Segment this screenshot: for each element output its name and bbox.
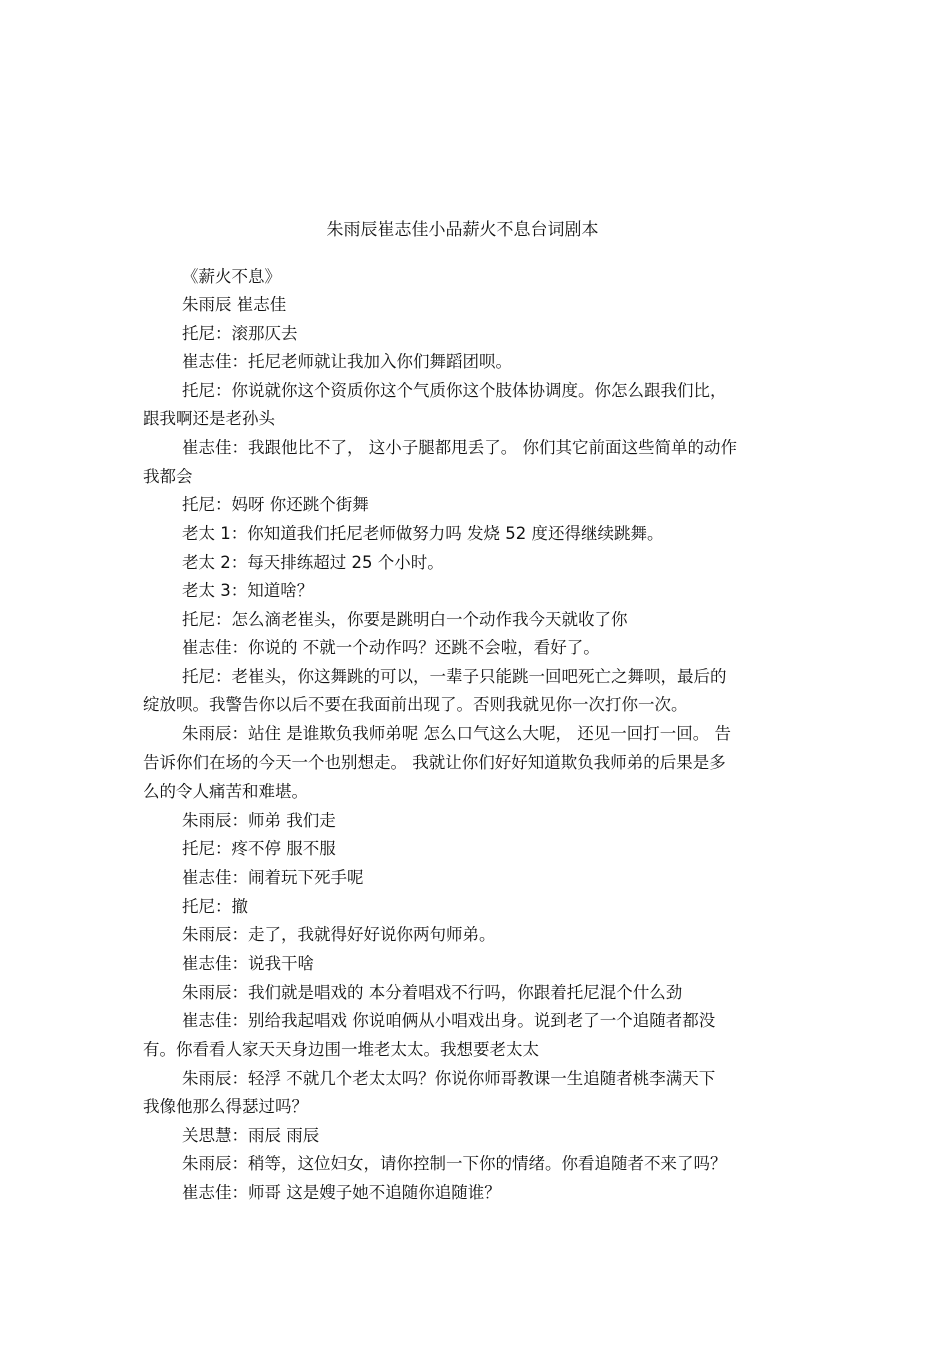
script-line: 朱雨辰：站住 是谁欺负我师弟呢 怎么口气这么大呢， 还见一回打一回。 告 [182,724,731,743]
script-line: 崔志佳：师哥 这是嫂子她不追随你追随谁？ [182,1183,501,1202]
script-line: 崔志佳：别给我起唱戏 你说咱俩从小唱戏出身。说到老了一个追随者都没 [182,1011,716,1030]
script-line: 老太 1：你知道我们托尼老师做努力吗 发烧 52 度还得继续跳舞。 [182,524,664,543]
script-line: 朱雨辰：稍等，这位妇女，请你控制一下你的情绪。你看追随者不来了吗？ [182,1154,727,1173]
document-title: 朱雨辰崔志佳小品薪火不息台词剧本 [326,220,599,240]
script-line: 崔志佳：说我干啥 [182,954,314,973]
script-line: 崔志佳：我跟他比不了， 这小子腿都甩丢了。 你们其它前面这些简单的动作 [182,438,737,457]
script-line: 朱雨辰：师弟 我们走 [182,811,336,830]
script-line: 有。你看看人家天天身边围一堆老太太。我想要老太太 [143,1040,539,1059]
script-line: 崔志佳：托尼老师就让我加入你们舞蹈团呗。 [182,352,512,371]
script-line: 我像他那么得瑟过吗？ [143,1097,308,1116]
script-line: 托尼：撤 [182,897,248,916]
script-line: 老太 3：知道啥？ [182,581,314,600]
script-line: 么的令人痛苦和难堪。 [143,782,308,801]
script-line: 告诉你们在场的今天一个也别想走。 我就让你们好好知道欺负我师弟的后果是多 [143,753,726,772]
script-line: 托尼：你说就你这个资质你这个气质你这个肢体协调度。你怎么跟我们比， [182,381,727,400]
script-line: 《薪火不息》 [182,267,281,286]
script-line: 朱雨辰：走了，我就得好好说你两句师弟。 [182,925,496,944]
script-line: 老太 2：每天排练超过 25 个小时。 [182,553,444,572]
script-line: 关思慧：雨辰 雨辰 [182,1126,320,1145]
script-line: 托尼：怎么滴老崔头，你要是跳明白一个动作我今天就收了你 [182,610,628,629]
script-line: 绽放呗。我警告你以后不要在我面前出现了。否则我就见你一次打你一次。 [143,695,688,714]
script-line: 托尼：疼不停 服不服 [182,839,336,858]
script-line: 朱雨辰 崔志佳 [182,295,287,314]
script-line: 朱雨辰：我们就是唱戏的 本分着唱戏不行吗，你跟着托尼混个什么劲 [182,983,683,1002]
script-line: 跟我啊还是老孙头 [143,409,275,428]
script-line: 托尼：老崔头，你这舞跳的可以，一辈子只能跳一回吧死亡之舞呗，最后的 [182,667,727,686]
script-line: 崔志佳：闹着玩下死手呢 [182,868,364,887]
script-line: 我都会 [143,467,193,486]
script-line: 崔志佳：你说的 不就一个动作吗？还跳不会啦，看好了。 [182,638,600,657]
script-line: 托尼：妈呀 你还跳个街舞 [182,495,369,514]
script-line: 托尼：滚那仄去 [182,324,298,343]
script-line: 朱雨辰：轻浮 不就几个老太太吗？你说你师哥教课一生追随者桃李满天下 [182,1069,716,1088]
